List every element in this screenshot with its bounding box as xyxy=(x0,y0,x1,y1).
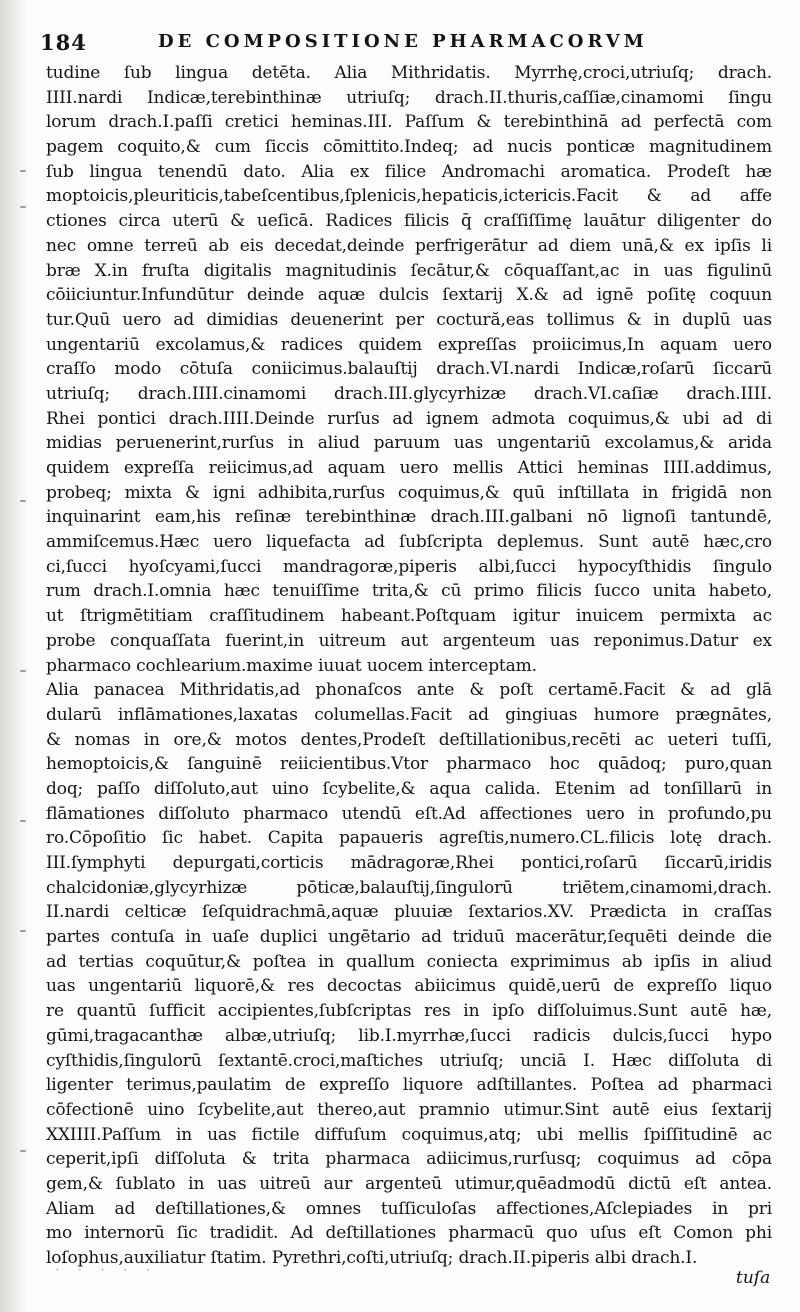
margin-mark xyxy=(20,930,26,932)
text-line: tur.Quū uero ad dimidias deuenerint per coctură,eas tollimus & in duplū uas xyxy=(46,309,772,330)
text-line: tudine ſub lingua detēta. Alia Mithridatis. Myrrhę,croci,utriuſq; drach. xyxy=(46,63,772,83)
text-line: pagem coquito,& cum ſiccis cōmittito.Indeq; ad nucis ponticæ magnitudinem xyxy=(46,137,772,158)
page-number: 184 xyxy=(40,30,87,55)
catchword: tuſa xyxy=(736,1268,771,1288)
text-line: ammiſcemus.Hæc uero liquefacta ad ſubſcripta deplemus. Sunt autē hæc,cro xyxy=(46,532,772,553)
text-line: & nomas in ore,& motos dentes,Prodeſt deſtillationibus,recēti ac ueteri tuſſi, xyxy=(46,729,772,750)
text-line: XXIIII.Paſſum in uas fictile diffuſum coquimus,atq; ubi mellis ſpiſſitudinē ac xyxy=(46,1124,772,1145)
text-line: uas ungentariū liquorē,& res decoctas abiicimus quidē,uerū de expreſſo liquo xyxy=(46,976,772,997)
text-line: ligenter terimus,paulatim de expreſſo liquore adſtillantes. Poſtea ad pharmaci xyxy=(46,1075,772,1096)
text-line: re quantū ſufficit accipientes,ſubſcriptas res in ipſo diſſoluimus.Sunt autē hæ, xyxy=(46,1001,772,1022)
text-line: ungentariū excolamus,& radices quidem expreſſas proiicimus,In aquam uero xyxy=(46,334,772,355)
page-header xyxy=(40,30,760,60)
text-line: rum drach.I.omnia hæc tenuiſſime trita,& cū primo filicis ſucco unita habeto, xyxy=(46,581,772,602)
margin-mark xyxy=(20,670,26,672)
margin-mark xyxy=(20,170,26,172)
text-line: probeq; mixta & igni adhibita,rurſus coquimus,& quū inſtillata in frigidā non xyxy=(46,482,772,503)
margin-mark xyxy=(20,500,26,502)
text-line: probe conquaſſata fuerint,in uitreum aut argenteum uas reponimus.Datur ex xyxy=(46,630,772,651)
text-line: cōfectionē uino ſcybelite,aut thereo,aut pramnio utimur.Sint autē eius ſextarij xyxy=(46,1099,772,1120)
running-head: DE COMPOSITIONE PHARMACORVM xyxy=(158,31,648,52)
text-line: ctiones circa uterū & ueſicā. Radices filicis q̄ craſſiſſimę lauātur diligenter do xyxy=(46,211,772,232)
text-line: moptoicis,pleuriticis,tabeſcentibus,ſplenicis,hepaticis,ictericis.Facit & ad affe xyxy=(46,186,772,207)
text-line: flāmationes diſſoluto pharmaco utendū eſt.Ad affectiones uero in profundo,pu xyxy=(46,803,772,824)
text-line: Aliam ad deſtillationes,& omnes tuſſiculoſas affectiones,Aſclepiades in pri xyxy=(46,1198,772,1219)
text-line: loſophus,auxiliatur ſtatim. Pyrethri,coſti,utriuſq; drach.II.piperis albi drach.I. xyxy=(46,1248,698,1268)
margin-mark xyxy=(20,820,26,822)
text-line: pharmaco cochlearium.maxime iuuat uocem interceptam. xyxy=(46,655,537,676)
bleed-through-marks: ˙ ˙ ˙ ˙ ˙ xyxy=(54,1268,158,1283)
text-line: II.nardi celticæ ſeſquidrachmā,aquæ pluuiæ ſextarios.XV. Prædicta in craſſas xyxy=(46,902,772,923)
text-line: hemoptoicis,& ſanguinē reiicientibus.Vtor pharmaco hoc quādoq; puro,quan xyxy=(46,754,772,775)
text-line: midias peruenerint,rurſus in aliud paruum uas ungentariū excolamus,& arida xyxy=(46,433,772,454)
text-line: ut ſtrigmētitiam craſſitudinem habeant.Poſtquam igitur inuicem permixta ac xyxy=(46,606,772,627)
text-line: Alia panacea Mithridatis,ad phonaſcos ante & poſt certamē.Facit & ad glā xyxy=(46,680,772,701)
text-line: ceperit,ipſi diſſoluta & trita pharmaca adiicimus,rurſusq; coquimus ad cōpa xyxy=(46,1149,772,1170)
text-line: ſub lingua tenendū dato. Alia ex filice Andromachi aromatica. Prodeſt hæ xyxy=(46,161,772,182)
text-line: partes contuſa in uaſe duplici ungētario ad triduū macerātur,ſequēti deinde die xyxy=(46,927,772,948)
text-line: gem,& ſublato in uas uitreū aur argenteū utimur,quēadmodū dictū eſt antea. xyxy=(46,1173,772,1194)
margin-marks xyxy=(14,170,34,1170)
text-line: lorum drach.I.paſſi cretici heminas.III. Paſſum & terebinthinā ad perfectā com xyxy=(46,112,772,133)
text-line: inquinarint eam,his reſinæ terebinthinæ drach.III.galbani nō lignoſi tantundē, xyxy=(46,507,772,528)
text-line: cōiiciuntur.Infundūtur deinde aquæ dulcis ſextarij X.& ad ignē poſitę coquun xyxy=(46,285,772,306)
text-line: IIII.nardi Indicæ,terebinthinæ utriuſq; drach.II.thuris,caſſiæ,cinamomi ſingu xyxy=(46,87,772,108)
margin-mark xyxy=(20,1150,26,1152)
text-line: ro.Cōpoſitio ſic habet. Capita papaueris agreſtis,numero.CL.filicis lotę drach. xyxy=(46,828,772,849)
text-line: mo internorū ſic tradidit. Ad deſtillationes pharmacū quo uſus eſt Comon phi xyxy=(46,1223,772,1244)
text-line: bræ X.in fruſta digitalis magnitudinis ſecātur,& cōquaſſant,ac in uas figulinū xyxy=(46,260,772,281)
text-line: ad tertias coquūtur,& poſtea in quallum coniecta exprimimus ab ipſis in aliud xyxy=(46,951,772,972)
text-line: doq; paſſo diſſoluto,aut uino ſcybelite,& aqua calida. Etenim ad tonſillarū in xyxy=(46,778,772,799)
text-line: III.ſymphyti depurgati,corticis mādragoræ,Rhei pontici,roſarū ſiccarū,iridis xyxy=(46,853,772,873)
text-line: utriuſq; drach.IIII.cinamomi drach.III.glycyrhizæ drach.VI.caſiæ drach.IIII. xyxy=(46,383,772,404)
text-line: gūmi,tragacanthæ albæ,utriuſq; lib.I.myrrhæ,ſucci radicis dulcis,ſucci hypo xyxy=(46,1025,772,1046)
text-line: quidem expreſſa reiicimus,ad aquam uero mellis Attici heminas IIII.addimus, xyxy=(46,458,772,478)
text-line: nec omne terreū ab eis decedat,deinde perfrigerātur ad diem unā,& ex ipſis li xyxy=(46,235,772,256)
margin-mark xyxy=(20,206,26,208)
text-line: chalcidoniæ,glycyrhizæ pōticæ,balauſtij,ſingulorū triētem,cinamomi,drach. xyxy=(46,877,772,898)
text-line: cyſthidis,ſingulorū ſextantē.croci,maſtiches utriuſq; unciā I. Hæc diſſoluta di xyxy=(46,1050,772,1071)
text-line: dularū inflāmationes,laxatas columellas.Facit ad gingiuas humore prægnātes, xyxy=(46,704,772,725)
text-line: craſſo modo cōtuſa coniicimus.balauſtij drach.VI.nardi Indicæ,roſarū ſiccarū xyxy=(46,359,772,380)
text-line: ci,ſucci hyoſcyami,ſucci mandragoræ,piperis albi,ſucci hypocyſthidis ſingulo xyxy=(46,556,772,577)
text-line: Rhei pontici drach.IIII.Deinde rurſus ad ignem admota coquimus,& ubi ad di xyxy=(46,408,772,429)
body-text xyxy=(46,61,772,1271)
